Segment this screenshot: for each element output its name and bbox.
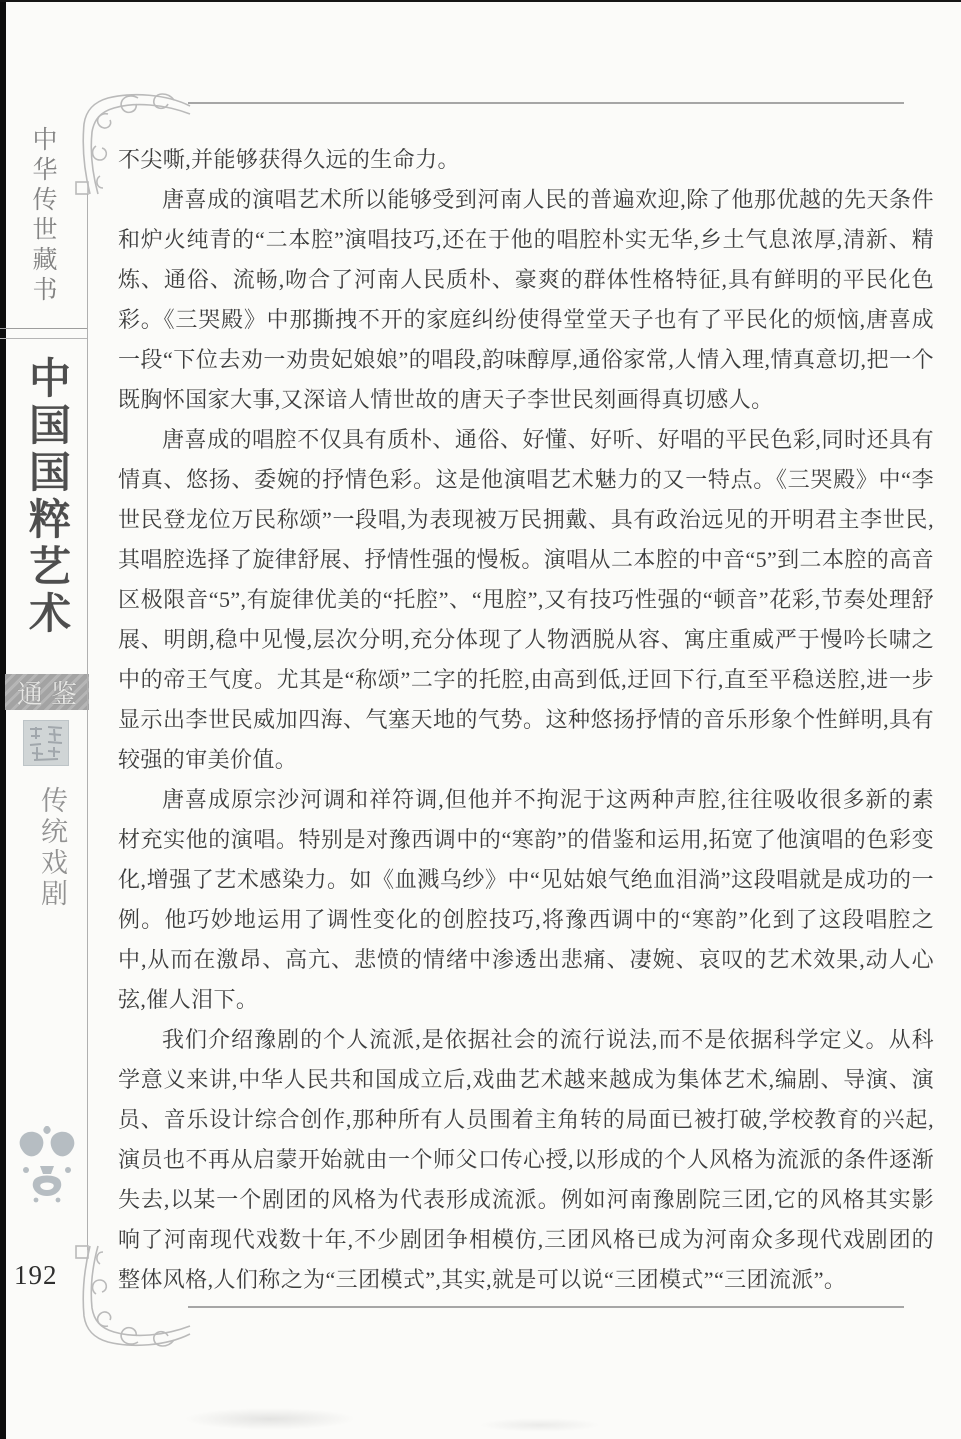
paragraph-continuation: 不尖嘶,并能够获得久远的生命力。	[118, 147, 460, 172]
scan-smudge	[480, 1418, 600, 1432]
scan-smudge	[185, 1408, 355, 1430]
paragraph: 唐喜成的唱腔不仅具有质朴、通俗、好懂、好听、好唱的平民色彩,同时还具有情真、悠扬、委婉的抒情色彩。这是他演唱艺术魅力的又一特点。《三哭殿》中“李世民登龙位万民称颂”一段唱,为表现被万民拥戴、具有政治远见的开明君主李世民,其唱腔选择了旋律舒展、抒情性强的慢板。演唱从二本腔的中音“5”到二本腔的高音区极限音“5”,有旋律优美的“托腔”、“甩腔”,又有技巧性强的“顿音”花彩,节奏处理舒展、明朗,稳中见慢,层次分明,充分体现了人物洒脱从容、寓庄重威严于慢吟长啸之中的帝王气度。尤其是“称颂”二字的托腔,由高到低,迂回下行,直至平稳送腔,进一步显示出李世民威加四海、气塞天地的气势。这种悠扬抒情的音乐形象个性鲜明,具有较强的审美价值。	[118, 427, 934, 772]
scan-edge-left	[0, 0, 6, 1439]
seal-stamp-icon	[23, 720, 69, 766]
spine-main-title: 中国国粹艺术	[23, 356, 69, 638]
frame-border-left	[87, 194, 88, 1250]
page-number: 192	[14, 1260, 58, 1290]
tongjian-banner: 通鉴	[5, 674, 89, 710]
paragraph: 唐喜成的演唱艺术所以能够受到河南人民的普遍欢迎,除了他那优越的先天条件和炉火纯青的“二本腔”演唱技巧,还在于他的唱腔朴实无华,乡土气息浓厚,清新、精炼、通俗、流畅,吻合了河南人民质朴、豪爽的群体性格特征,具有鲜明的平民化色彩。《三哭殿》中那撕拽不开的家庭纠纷使得堂堂天子也有了平民化的烦恼,唐喜成一段“下位去劝一劝贵妃娘娘”的唱段,韵味醇厚,通俗家常,人情入理,情真意切,把一个既胸怀国家大事,又深谙人情世故的唐天子李世民刻画得真切感人。	[118, 187, 934, 412]
sidebar-divider	[0, 328, 88, 329]
scan-edge-top	[0, 0, 961, 2]
sidebar-divider	[0, 338, 88, 339]
paragraph: 唐喜成原宗沙河调和祥符调,但他并不拘泥于这两种声腔,往往吸收很多新的素材充实他的演唱。特别是对豫西调中的“寒韵”的借鉴和运用,拓宽了他演唱的色彩变化,增强了艺术感染力。如《血溅乌纱》中“见姑娘气绝血泪淌”这段唱就是成功的一例。他巧妙地运用了调性变化的创腔技巧,将豫西调中的“寒韵”化到了这段唱腔之中,从而在激昂、高亢、悲愤的情绪中渗透出悲痛、凄婉、哀叹的艺术效果,动人心弦,催人泪下。	[118, 787, 934, 1012]
frame-border-bottom	[188, 1306, 904, 1308]
paragraph: 我们介绍豫剧的个人流派,是依据社会的流行说法,而不是依据科学定义。从科学意义来讲,中华人民共和国成立后,戏曲艺术越来越成为集体艺术,编剧、导演、演员、音乐设计综合创作,那种所有人员围着主角转的局面已被打破,学校教育的兴起,演员也不再从启蒙开始就由一个师父口传心授,以形成的个人风格为流派的条件逐渐失去,以某一个剧团的风格为代表形成流派。例如河南豫剧院三团,它的风格其实影响了河南现代戏数十年,不少剧团争相模仿,三团风格已成为河南众多现代戏剧团的整体风格,人们称之为“三团模式”,其实,就是可以说“三团模式”“三团流派”。	[118, 1027, 934, 1292]
opera-mask-icon	[14, 1126, 80, 1204]
spine-series-title: 中华传世藏书	[29, 126, 56, 306]
article-body	[118, 140, 934, 1300]
spine-section-title: 传统戏剧	[37, 786, 67, 910]
frame-border-top	[188, 102, 904, 104]
